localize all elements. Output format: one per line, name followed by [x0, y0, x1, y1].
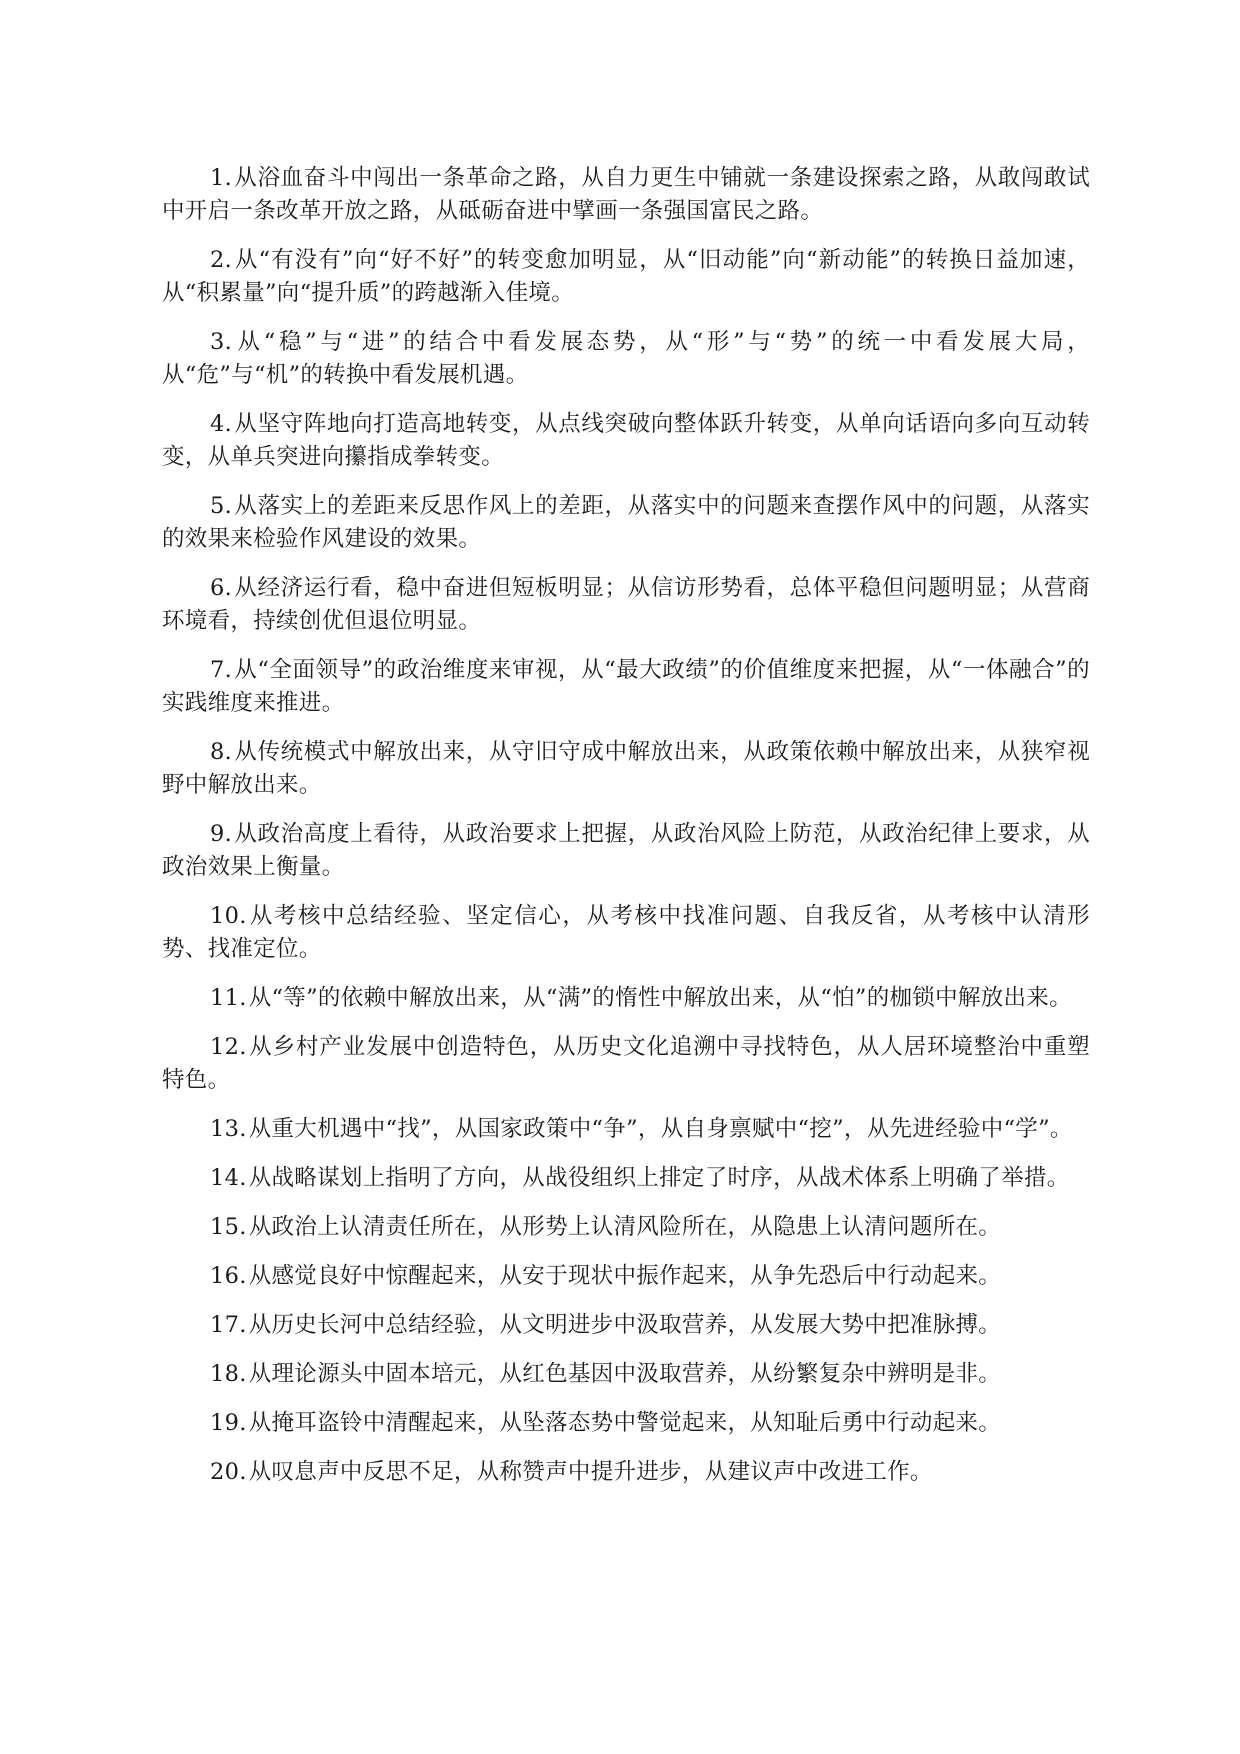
list-item: [162, 736, 1090, 802]
list-item: [162, 982, 1090, 1015]
item-text: 从“等”的依赖中解放出来，从“满”的惰性中解放出来，从“怕”的枷锁中解放出来。: [248, 985, 1072, 1011]
item-number: 10.: [210, 903, 247, 929]
item-number: 15.: [210, 1214, 247, 1240]
item-number: 16.: [210, 1263, 247, 1289]
item-text: 从叹息声中反思不足，从称赞声中提升进步，从建议声中改进工作。: [248, 1459, 933, 1485]
list-item: [162, 1309, 1090, 1342]
item-text: 从理论源头中固本培元，从红色基因中汲取营养，从纷繁复杂中辨明是非。: [248, 1361, 1002, 1387]
item-text: 从政治高度上看待，从政治要求上把握，从政治风险上防范，从政治纪律上要求，从政治效果上衡量。: [162, 821, 1090, 880]
list-item: [162, 1358, 1090, 1391]
item-text: 从“有没有”向“好不好”的转变愈加明显，从“旧动能”向“新动能”的转换日益加速，从“积累量”向“提升质”的跨越渐入佳境。: [162, 247, 1090, 306]
item-number: 19.: [210, 1410, 247, 1436]
list-item: [162, 244, 1090, 310]
item-number: 5.: [210, 493, 233, 519]
list-item: [162, 900, 1090, 966]
item-number: 7.: [210, 657, 233, 683]
item-text: 从掩耳盗铃中清醒起来，从坠落态势中警觉起来，从知耻后勇中行动起来。: [248, 1410, 1002, 1436]
item-text: 从坚守阵地向打造高地转变，从点线突破向整体跃升转变，从单向话语向多向互动转变，从单兵突进向攥指成拳转变。: [162, 411, 1090, 470]
list-item: [162, 408, 1090, 474]
list-item: [162, 162, 1090, 228]
item-number: 13.: [210, 1116, 247, 1142]
list-item: [162, 1211, 1090, 1244]
item-number: 3.: [210, 329, 233, 355]
item-text: 从考核中总结经验、坚定信心，从考核中找准问题、自我反省，从考核中认清形势、找准定位。: [162, 903, 1090, 962]
item-number: 14.: [210, 1165, 247, 1191]
item-number: 2.: [210, 247, 233, 273]
item-number: 12.: [210, 1034, 247, 1060]
item-text: 从“全面领导”的政治维度来审视，从“最大政绩”的价值维度来把握，从“一体融合”的实践维度来推进。: [162, 657, 1090, 716]
item-text: 从浴血奋斗中闯出一条革命之路，从自力更生中铺就一条建设探索之路，从敢闯敢试中开启一条改革开放之路，从砥砺奋进中擘画一条强国富民之路。: [162, 165, 1090, 224]
item-text: 从传统模式中解放出来，从守旧守成中解放出来，从政策依赖中解放出来，从狭窄视野中解放出来。: [162, 739, 1090, 798]
list-item: [162, 1260, 1090, 1293]
item-number: 11.: [210, 985, 247, 1011]
item-number: 9.: [210, 821, 233, 847]
item-number: 17.: [210, 1312, 247, 1338]
item-text: 从历史长河中总结经验，从文明进步中汲取营养，从发展大势中把准脉搏。: [248, 1312, 1002, 1338]
item-number: 20.: [210, 1459, 247, 1485]
list-item: [162, 818, 1090, 884]
list-item: [162, 1113, 1090, 1146]
list-item: [162, 1407, 1090, 1440]
list-item: [162, 326, 1090, 392]
list-item: [162, 1031, 1090, 1097]
item-text: 从政治上认清责任所在，从形势上认清风险所在，从隐患上认清问题所在。: [248, 1214, 1002, 1240]
document-page: [162, 162, 1090, 1505]
item-number: 4.: [210, 411, 233, 437]
list-item: [162, 490, 1090, 556]
list-item: [162, 654, 1090, 720]
item-text: 从重大机遇中“找”，从国家政策中“争”，从自身禀赋中“挖”，从先进经验中“学”。: [248, 1116, 1073, 1142]
list-item: [162, 572, 1090, 638]
item-number: 6.: [210, 575, 233, 601]
item-text: 从“稳”与“进”的结合中看发展态势，从“形”与“势”的统一中看发展大局，从“危”与“机”的转换中看发展机遇。: [162, 329, 1090, 388]
list-item: [162, 1456, 1090, 1489]
item-text: 从战略谋划上指明了方向，从战役组织上排定了时序，从战术体系上明确了举措。: [248, 1165, 1070, 1191]
item-number: 8.: [210, 739, 233, 765]
list-item: [162, 1162, 1090, 1195]
item-text: 从感觉良好中惊醒起来，从安于现状中振作起来，从争先恐后中行动起来。: [248, 1263, 1002, 1289]
item-number: 1.: [210, 165, 233, 191]
item-text: 从乡村产业发展中创造特色，从历史文化追溯中寻找特色，从人居环境整治中重塑特色。: [162, 1034, 1090, 1093]
item-number: 18.: [210, 1361, 247, 1387]
item-text: 从经济运行看，稳中奋进但短板明显；从信访形势看，总体平稳但问题明显；从营商环境看，持续创优但退位明显。: [162, 575, 1090, 634]
item-text: 从落实上的差距来反思作风上的差距，从落实中的问题来查摆作风中的问题，从落实的效果来检验作风建设的效果。: [162, 493, 1090, 552]
